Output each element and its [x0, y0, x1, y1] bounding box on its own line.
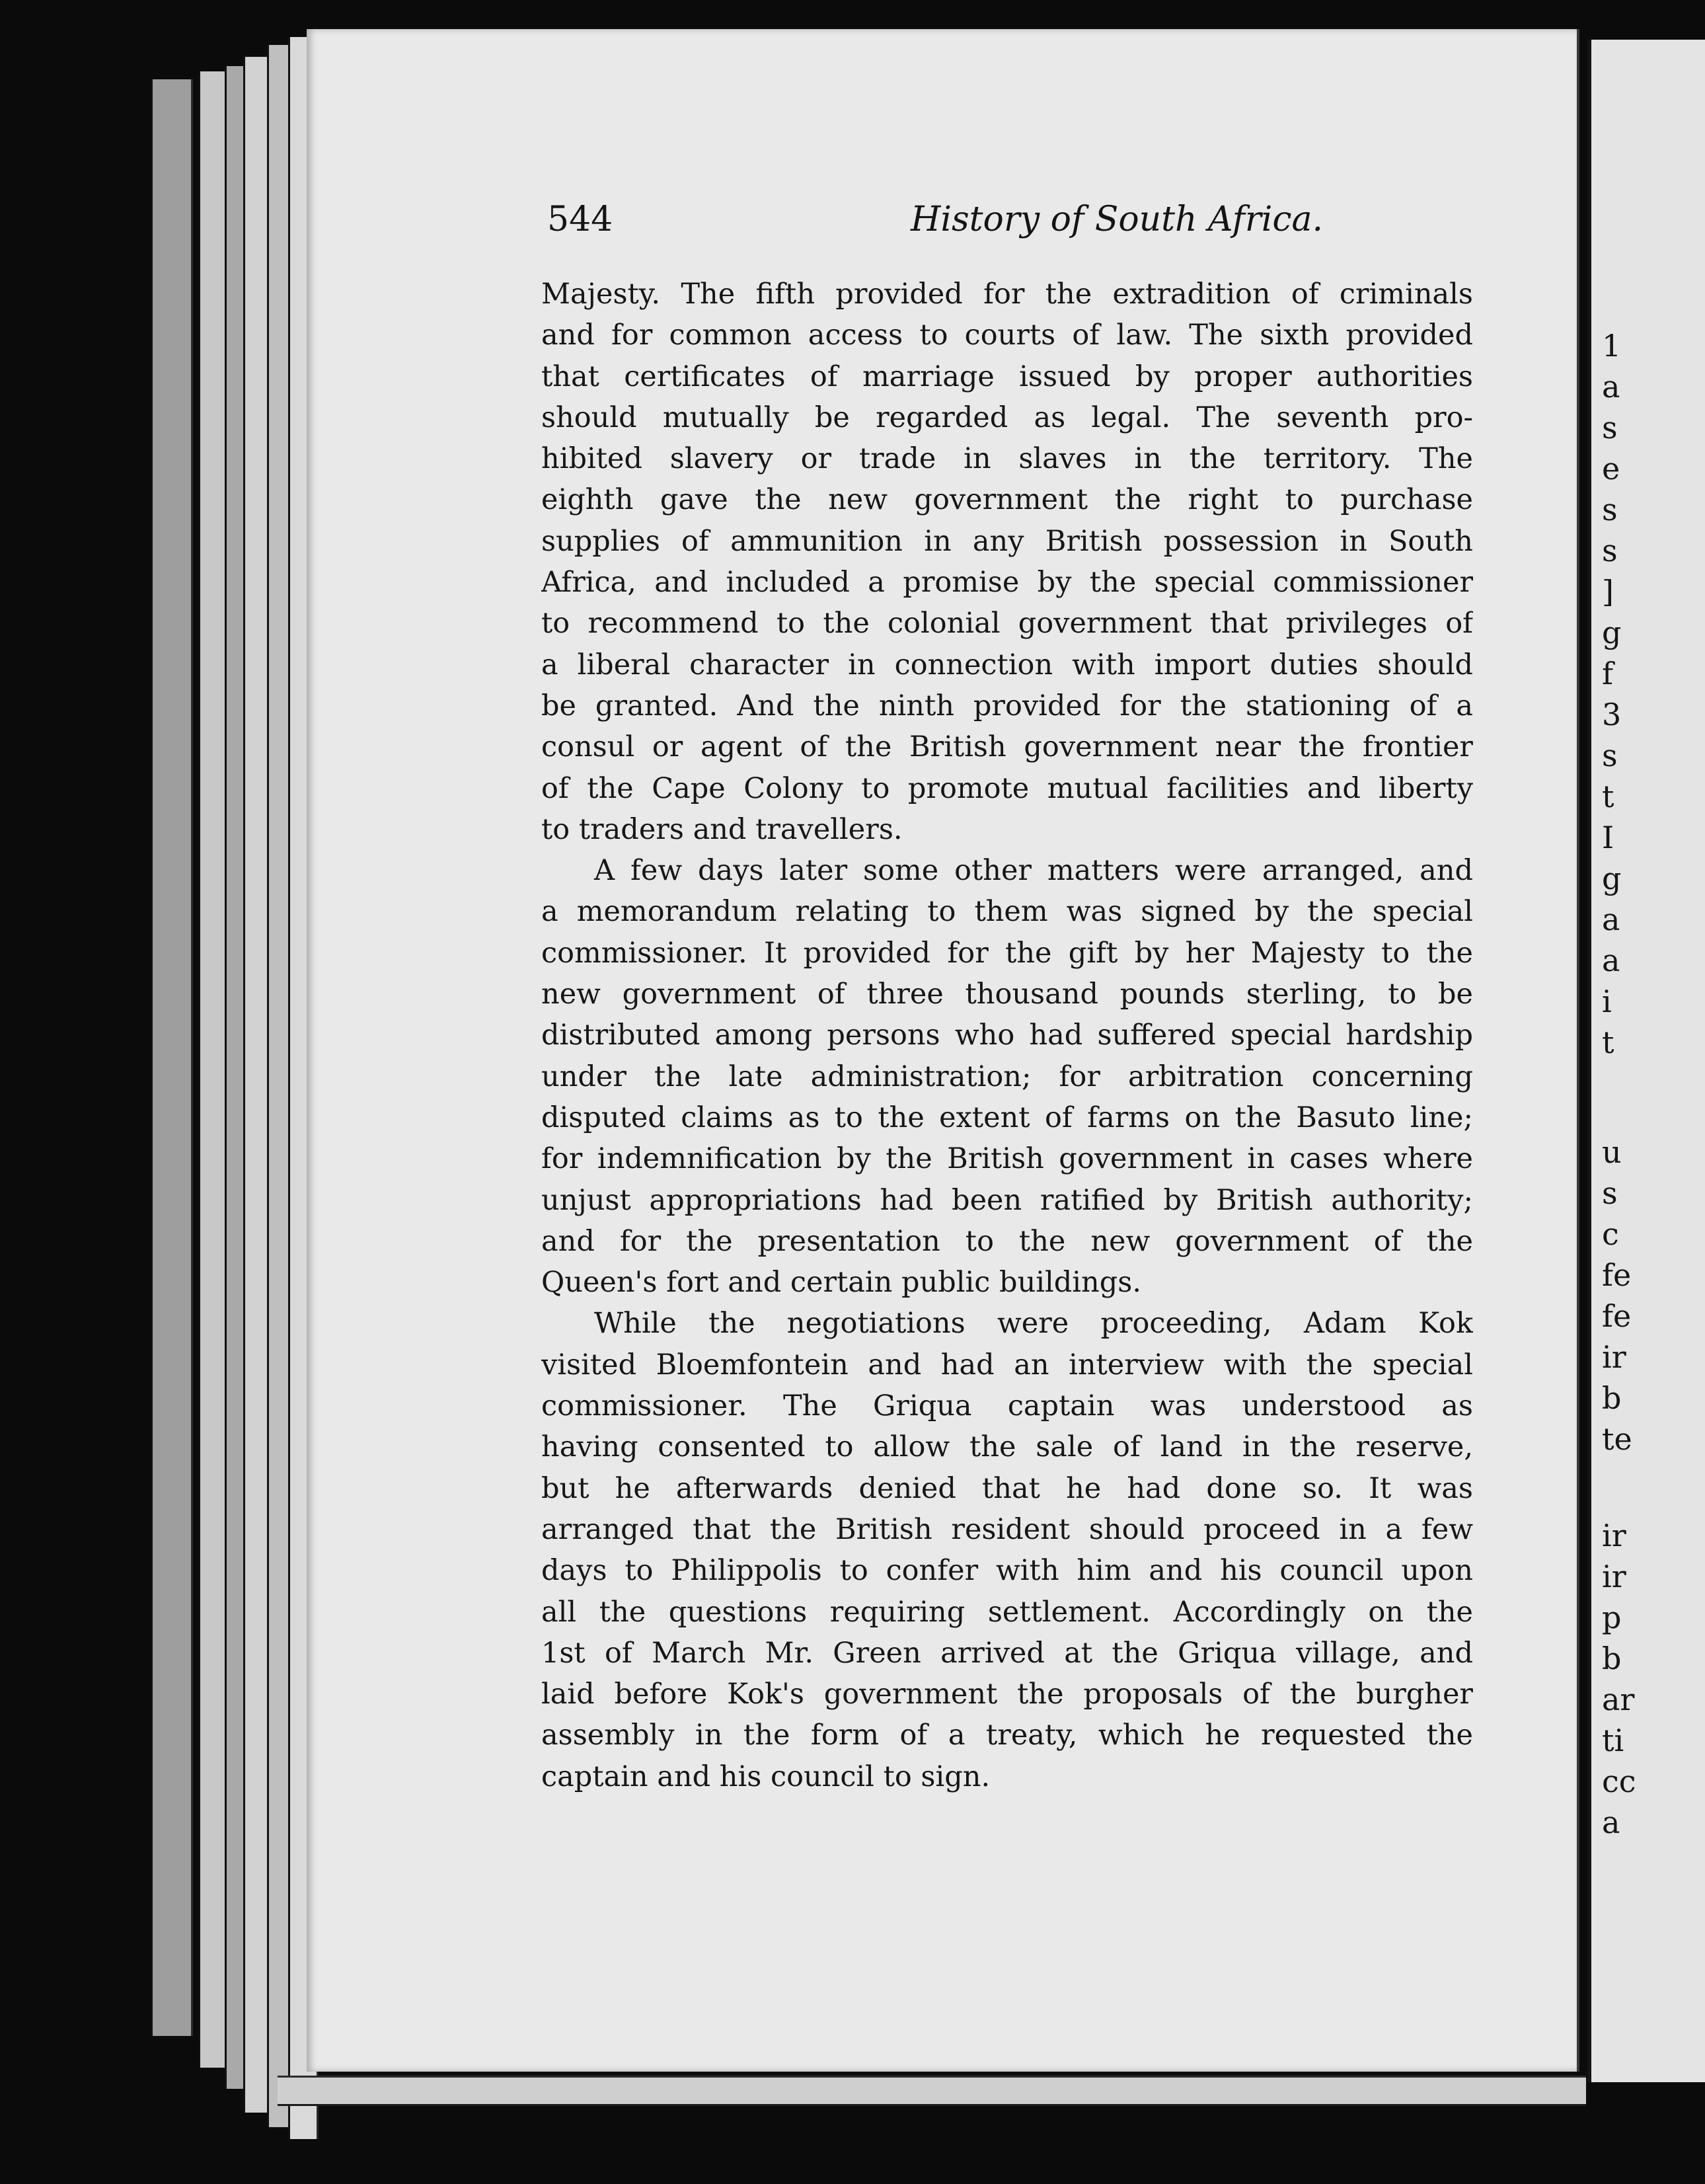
facing-page-fragment: ir — [1602, 1559, 1626, 1594]
paragraph — [541, 274, 1473, 850]
text-line: distributed among persons who had suffered special hardship — [541, 1019, 1473, 1052]
running-head — [547, 200, 1472, 253]
book-title: History of South Africa. — [911, 200, 1324, 239]
page-number: 544 — [547, 200, 613, 239]
text-line: unjust appropriations had been ratified by British authority; — [541, 1183, 1473, 1217]
facing-page-fragment: ar — [1602, 1682, 1635, 1717]
text-line: for indemnification by the British government in cases where — [541, 1142, 1473, 1176]
book-page — [307, 29, 1579, 2072]
text-line: assembly in the form of a treaty, which he requested the — [541, 1719, 1473, 1752]
facing-page-fragment: t — [1602, 1025, 1614, 1060]
facing-page-fragment: g — [1602, 861, 1622, 896]
page-stack-bottom-edge — [278, 2076, 1586, 2106]
text-line: consul or agent of the British government near the frontier — [541, 730, 1473, 764]
text-line: captain and his council to sign. — [541, 1760, 991, 1793]
text-line: of the Cape Colony to promote mutual facilities and liberty — [541, 771, 1473, 805]
facing-page-fragment: e — [1602, 451, 1620, 487]
facing-page-fragment: s — [1602, 738, 1618, 773]
text-line: and for common access to courts of law. The sixth provided — [541, 319, 1473, 352]
text-line: having consented to allow the sale of land in the reserve, — [541, 1430, 1473, 1464]
text-line: disputed claims as to the extent of farms on the Basuto line; — [541, 1101, 1473, 1134]
paragraph — [541, 1303, 1473, 1797]
text-line: eighth gave the new government the right to purchase — [541, 483, 1473, 517]
facing-page-fragment: b — [1602, 1380, 1622, 1416]
facing-page-fragment: ti — [1602, 1723, 1624, 1758]
text-line: under the late administration; for arbitration concerning — [541, 1060, 1473, 1093]
text-line: supplies of ammunition in any British possession in South — [541, 524, 1473, 558]
text-line: A few days later some other matters were arranged, and — [594, 854, 1473, 888]
text-line: Majesty. The fifth provided for the extradition of criminals — [541, 278, 1473, 311]
text-line: commissioner. It provided for the gift by her Majesty to the — [541, 936, 1473, 970]
facing-page-fragment: ] — [1602, 574, 1614, 609]
facing-page-fragment: p — [1602, 1600, 1622, 1635]
facing-page-fragment: 1 — [1602, 328, 1622, 364]
facing-page-fragment: ir — [1602, 1339, 1626, 1375]
facing-page-fragment: te — [1602, 1421, 1632, 1457]
facing-page-fragment: a — [1602, 902, 1620, 937]
text-line: be granted. And the ninth provided for the stationing of a — [541, 689, 1473, 722]
text-line: arranged that the British resident should proceed in a few — [541, 1512, 1473, 1546]
facing-page-fragment: a — [1602, 943, 1620, 978]
facing-page-sliver — [1587, 40, 1705, 2082]
text-line: days to Philippolis to confer with him and his council upon — [541, 1554, 1473, 1588]
text-line: a memorandum relating to them was signed by the special — [541, 895, 1473, 929]
facing-page-fragment: ir — [1602, 1518, 1626, 1553]
facing-page-fragment: a — [1602, 369, 1620, 405]
page-edge — [151, 79, 193, 2036]
text-line: to traders and travellers. — [541, 812, 903, 846]
facing-page-fragment: fe — [1602, 1298, 1632, 1334]
text-line: 1st of March Mr. Green arrived at the Griqua village, and — [541, 1636, 1473, 1670]
text-line: and for the presentation to the new government of the — [541, 1224, 1473, 1258]
text-line: hibited slavery or trade in slaves in the territory. The — [541, 442, 1473, 476]
facing-page-fragment: 3 — [1602, 697, 1622, 732]
facing-page-fragment: s — [1602, 1175, 1618, 1211]
text-line: Africa, and included a promise by the special commissioner — [541, 566, 1473, 600]
text-line: should mutually be regarded as legal. The seventh pro- — [541, 401, 1473, 434]
facing-page-fragment: b — [1602, 1641, 1622, 1676]
facing-page-fragment: c — [1602, 1216, 1619, 1252]
facing-page-fragment: s — [1602, 533, 1618, 568]
paragraph — [541, 850, 1473, 1303]
text-line: commissioner. The Griqua captain was understood as — [541, 1389, 1473, 1423]
text-line: but he afterwards denied that he had done so. It was — [541, 1471, 1473, 1505]
text-line: to recommend to the colonial government that privileges of — [541, 607, 1473, 641]
body-text — [541, 274, 1473, 1797]
text-line: a liberal character in connection with import duties should — [541, 648, 1473, 682]
text-line: that certificates of marriage issued by proper authorities — [541, 360, 1473, 393]
facing-page-fragment: u — [1602, 1134, 1622, 1170]
text-line: Queen's fort and certain public buildings. — [541, 1266, 1141, 1300]
text-line: new government of three thousand pounds sterling, to be — [541, 978, 1473, 1011]
text-line: laid before Kok's government the proposals of the burgher — [541, 1678, 1473, 1711]
facing-page-fragment: a — [1602, 1805, 1620, 1840]
facing-page-fragment: cc — [1602, 1764, 1636, 1799]
facing-page-fragment: s — [1602, 492, 1618, 527]
facing-page-fragment: fe — [1602, 1257, 1632, 1293]
text-line: While the negotiations were proceeding, Adam Kok — [594, 1307, 1473, 1341]
text-line: all the questions requiring settlement. Accordingly on the — [541, 1595, 1473, 1629]
facing-page-fragment: t — [1602, 779, 1614, 814]
facing-page-fragment: i — [1602, 984, 1612, 1019]
facing-page-fragment: s — [1602, 410, 1618, 446]
facing-page-fragment: I — [1602, 820, 1614, 855]
text-line: visited Bloemfontein and had an interview with the special — [541, 1348, 1473, 1382]
facing-page-fragment: g — [1602, 615, 1622, 650]
facing-page-fragment: f — [1602, 656, 1614, 691]
